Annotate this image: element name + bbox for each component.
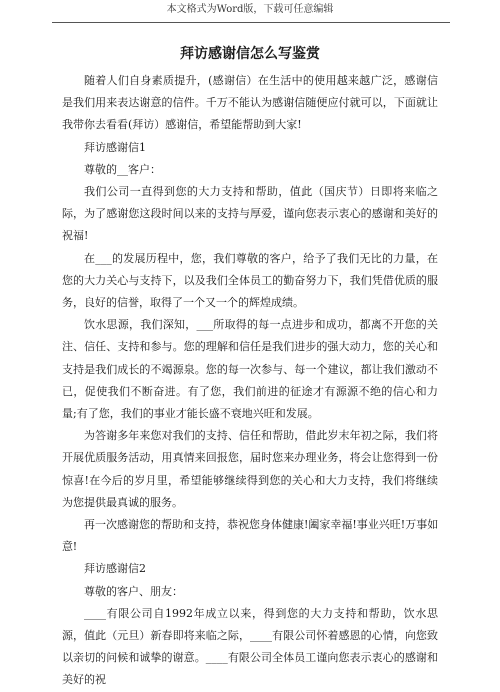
body-paragraph: 我们公司一直得到您的大力支持和帮助，值此（国庆节）日即将来临之际，为了感谢您这段时间以来的支持与厚爱，谨向您表示衷心的感谢和美好的祝福! — [62, 185, 438, 243]
header-divider — [52, 22, 450, 23]
header-note: 本文格式为Word版，下载可任意编辑 — [166, 4, 334, 15]
body-paragraph: 在___的发展历程中，您，我们尊敬的客户，给予了我们无比的力量，在您的大力关心与支持下，以及我们全体员工的勤奋努力下，我们凭借优质的服务，良好的信誉，取得了一个又一个的辉煌成绩。 — [62, 251, 438, 310]
body-paragraph: 为答谢多年来您对我们的支持、信任和帮助，借此岁末年初之际，我们将开展优质服务活动，用真情来回报您，届时您来办理业务，将会让您得到一份惊喜!在今后的岁月里，希望能够继续得到您的关心和大力支持，我们将继续为您提供最真诚的服务。 — [62, 429, 438, 509]
salutation: 尊敬的客户、朋友： — [84, 584, 183, 598]
document-title: 拜访感谢信怎么写鉴赏 — [180, 46, 320, 62]
section-heading-letter-1: 拜访感谢信1 — [84, 140, 146, 154]
salutation: 尊敬的__客户： — [84, 162, 161, 176]
document-body — [62, 70, 438, 692]
closing-paragraph: 再一次感谢您的帮助和支持，恭祝您身体健康!阖家幸福!事业兴旺!万事如意! — [62, 518, 438, 554]
section-heading-letter-2: 拜访感谢信2 — [84, 562, 146, 576]
body-paragraph: 饮水思源，我们深知，___所取得的每一点进步和成功，都离不开您的关注、信任、支持和参与。您的理解和信任是我们进步的强大动力，您的关心和支持是我们成长的不竭源泉。您的每一次参与、每一个建议，都让我们激动不已，促使我们不断奋进。有了您，我们前进的征途才有源源不绝的信心和力量;有了您，我们的事业才能长盛不衰地兴旺和发展。 — [62, 318, 438, 421]
intro-paragraph: 随着人们自身素质提升，(感谢信）在生活中的使用越来越广泛，感谢信是我们用来表达谢意的信件。千万不能认为感谢信随便应付就可以，下面就让我带你去看看(拜访）感谢信，希望能帮助到大家! — [62, 74, 438, 132]
body-paragraph: ____有限公司自1992年成立以来，得到您的大力支持和帮助，饮水思源，值此（元旦）新春即将来临之际，____有限公司怀着感恩的心情，向您致以亲切的问候和诚挚的谢意。____有限公司全体员工谨向您表示衷心的感谢和美好的祝 — [62, 606, 438, 687]
